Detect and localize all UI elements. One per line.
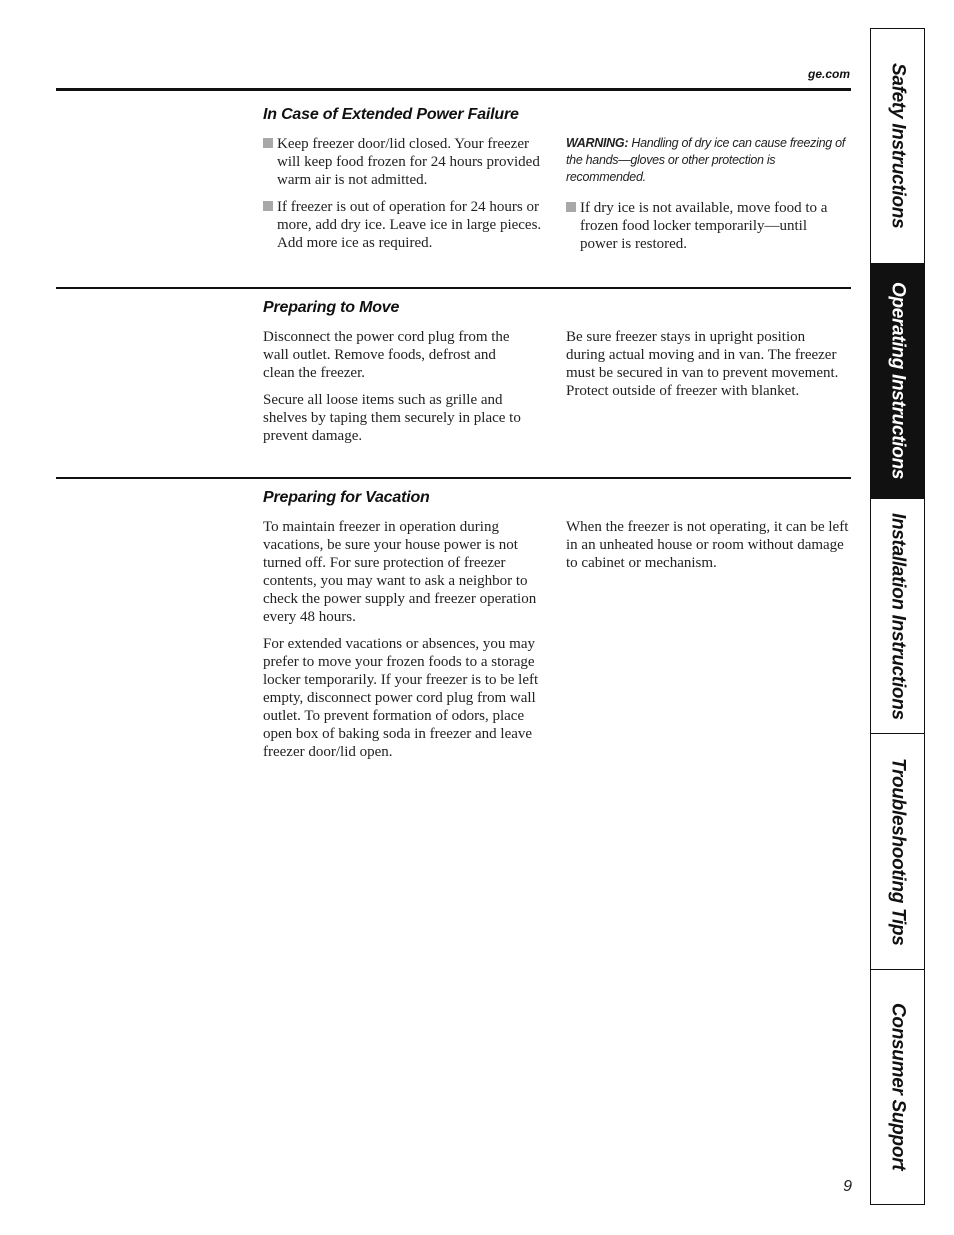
section-divider xyxy=(56,477,851,479)
paragraph: To maintain freezer in operation during vacations, be sure your house power is not turned off. For sure protection of freezer contents, you may want to ask a neighbor to check the power supply and freezer operation every 48 hours. xyxy=(263,519,537,625)
section-title-moving: Preparing to Move xyxy=(263,299,400,316)
section-divider xyxy=(56,88,851,91)
paragraph: For extended vacations or absences, you may prefer to move your frozen foods to a storage locker temporarily. If your freezer is to be left empty, disconnect power cord plug from wall outlet. To prevent formation of odors, place open box of baking soda in freezer and leave freezer door/lid open. xyxy=(263,636,539,760)
site-url: ge.com xyxy=(807,67,850,81)
square-bullet-icon xyxy=(566,202,576,212)
dry-ice-warning xyxy=(566,135,848,186)
paragraph: Disconnect the power cord plug from the wall outlet. Remove foods, defrost and clean the freezer. xyxy=(263,329,510,381)
power-failure-left-column xyxy=(263,135,549,261)
tab-label: Safety Instructions xyxy=(887,63,909,229)
section-title-vacation: Preparing for Vacation xyxy=(263,489,430,506)
moving-right-column xyxy=(566,328,848,409)
power-failure-right-column xyxy=(566,135,848,262)
sidebar-nav xyxy=(870,28,925,1205)
tab-consumer-support[interactable] xyxy=(871,970,924,1204)
warning-text: Handling of dry ice can cause freezing of the hands—gloves or other protection is recommended. xyxy=(566,136,845,184)
vacation-right-column xyxy=(566,518,852,581)
list-item: If dry ice is not available, move food to a frozen food locker temporarily—until power is restored. xyxy=(566,199,848,253)
tab-troubleshooting-tips[interactable] xyxy=(871,734,924,970)
tab-operating-instructions[interactable] xyxy=(871,264,924,499)
square-bullet-icon xyxy=(263,138,273,148)
tab-label: Installation Instructions xyxy=(887,512,909,720)
list-item: Keep freezer door/lid closed. Your freezer will keep food frozen for 24 hours provided warm air is not admitted. xyxy=(263,135,549,189)
warning-label: WARNING: xyxy=(566,136,629,150)
tab-label: Operating Instructions xyxy=(887,282,909,480)
tab-label: Consumer Support xyxy=(887,1003,909,1171)
paragraph: Be sure freezer stays in upright position during actual moving and in van. The freezer must be secured in van to prevent movement. Protect outside of freezer with blanket. xyxy=(566,329,839,399)
tab-safety-instructions[interactable] xyxy=(871,29,924,264)
vacation-left-column xyxy=(263,518,549,770)
page-number: 9 xyxy=(843,1178,852,1195)
section-divider xyxy=(56,287,851,289)
paragraph: When the freezer is not operating, it can be left in an unheated house or room without damage to cabinet or mechanism. xyxy=(566,519,849,571)
tab-installation-instructions[interactable] xyxy=(871,499,924,734)
square-bullet-icon xyxy=(263,201,273,211)
paragraph: Secure all loose items such as grille and shelves by taping them securely in place to prevent damage. xyxy=(263,392,521,444)
list-item: If freezer is out of operation for 24 hours or more, add dry ice. Leave ice in large pieces. Add more ice as required. xyxy=(263,198,549,252)
tab-label: Troubleshooting Tips xyxy=(887,757,909,946)
moving-left-column xyxy=(263,328,525,454)
section-title-power-failure: In Case of Extended Power Failure xyxy=(263,106,519,123)
